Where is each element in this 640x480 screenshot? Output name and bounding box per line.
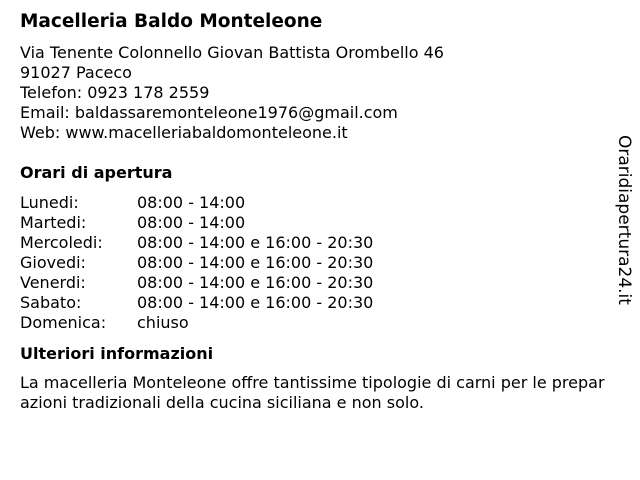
day-label: Sabato: (20, 293, 82, 312)
info-heading: Ulteriori informazioni (20, 344, 214, 363)
time-value: 08:00 - 14:00 e 16:00 - 20:30 (137, 253, 374, 272)
day-label: Lunedi: (20, 193, 79, 212)
time-value: 08:00 - 14:00 e 16:00 - 20:30 (137, 273, 374, 292)
business-name: Macelleria Baldo Monteleone (20, 11, 323, 32)
phone-line: Telefon: 0923 178 2559 (20, 83, 210, 102)
hours-row-tuesday (20, 213, 620, 233)
site-watermark: Oraridiapertura24.it (614, 135, 634, 305)
day-label: Martedi: (20, 213, 87, 232)
business-card (20, 10, 620, 413)
day-label: Venerdi: (20, 273, 86, 292)
hours-row-sunday (20, 313, 620, 333)
time-value: chiuso (137, 313, 189, 332)
address-line: Via Tenente Colonnello Giovan Battista Orombello 46 (20, 43, 444, 62)
info-description: La macelleria Monteleone offre tantissime tipologie di carni per le preparazioni tradizionali della cucina siciliana e non solo. (20, 373, 605, 412)
time-value: 08:00 - 14:00 (137, 193, 246, 212)
web-line: Web: www.macelleriabaldomonteleone.it (20, 123, 348, 142)
time-value: 08:00 - 14:00 e 16:00 - 20:30 (137, 233, 374, 252)
day-label: Giovedi: (20, 253, 86, 272)
contact-block (20, 43, 620, 143)
city-line: 91027 Paceco (20, 63, 132, 82)
hours-heading: Orari di apertura (20, 163, 173, 182)
opening-hours-list (20, 193, 620, 333)
hours-row-saturday (20, 293, 620, 313)
hours-row-wednesday (20, 233, 620, 253)
time-value: 08:00 - 14:00 (137, 213, 246, 232)
hours-row-friday (20, 273, 620, 293)
hours-row-thursday (20, 253, 620, 273)
hours-row-monday (20, 193, 620, 213)
email-line: Email: baldassaremonteleone1976@gmail.com (20, 103, 398, 122)
day-label: Domenica: (20, 313, 107, 332)
day-label: Mercoledi: (20, 233, 103, 252)
time-value: 08:00 - 14:00 e 16:00 - 20:30 (137, 293, 374, 312)
